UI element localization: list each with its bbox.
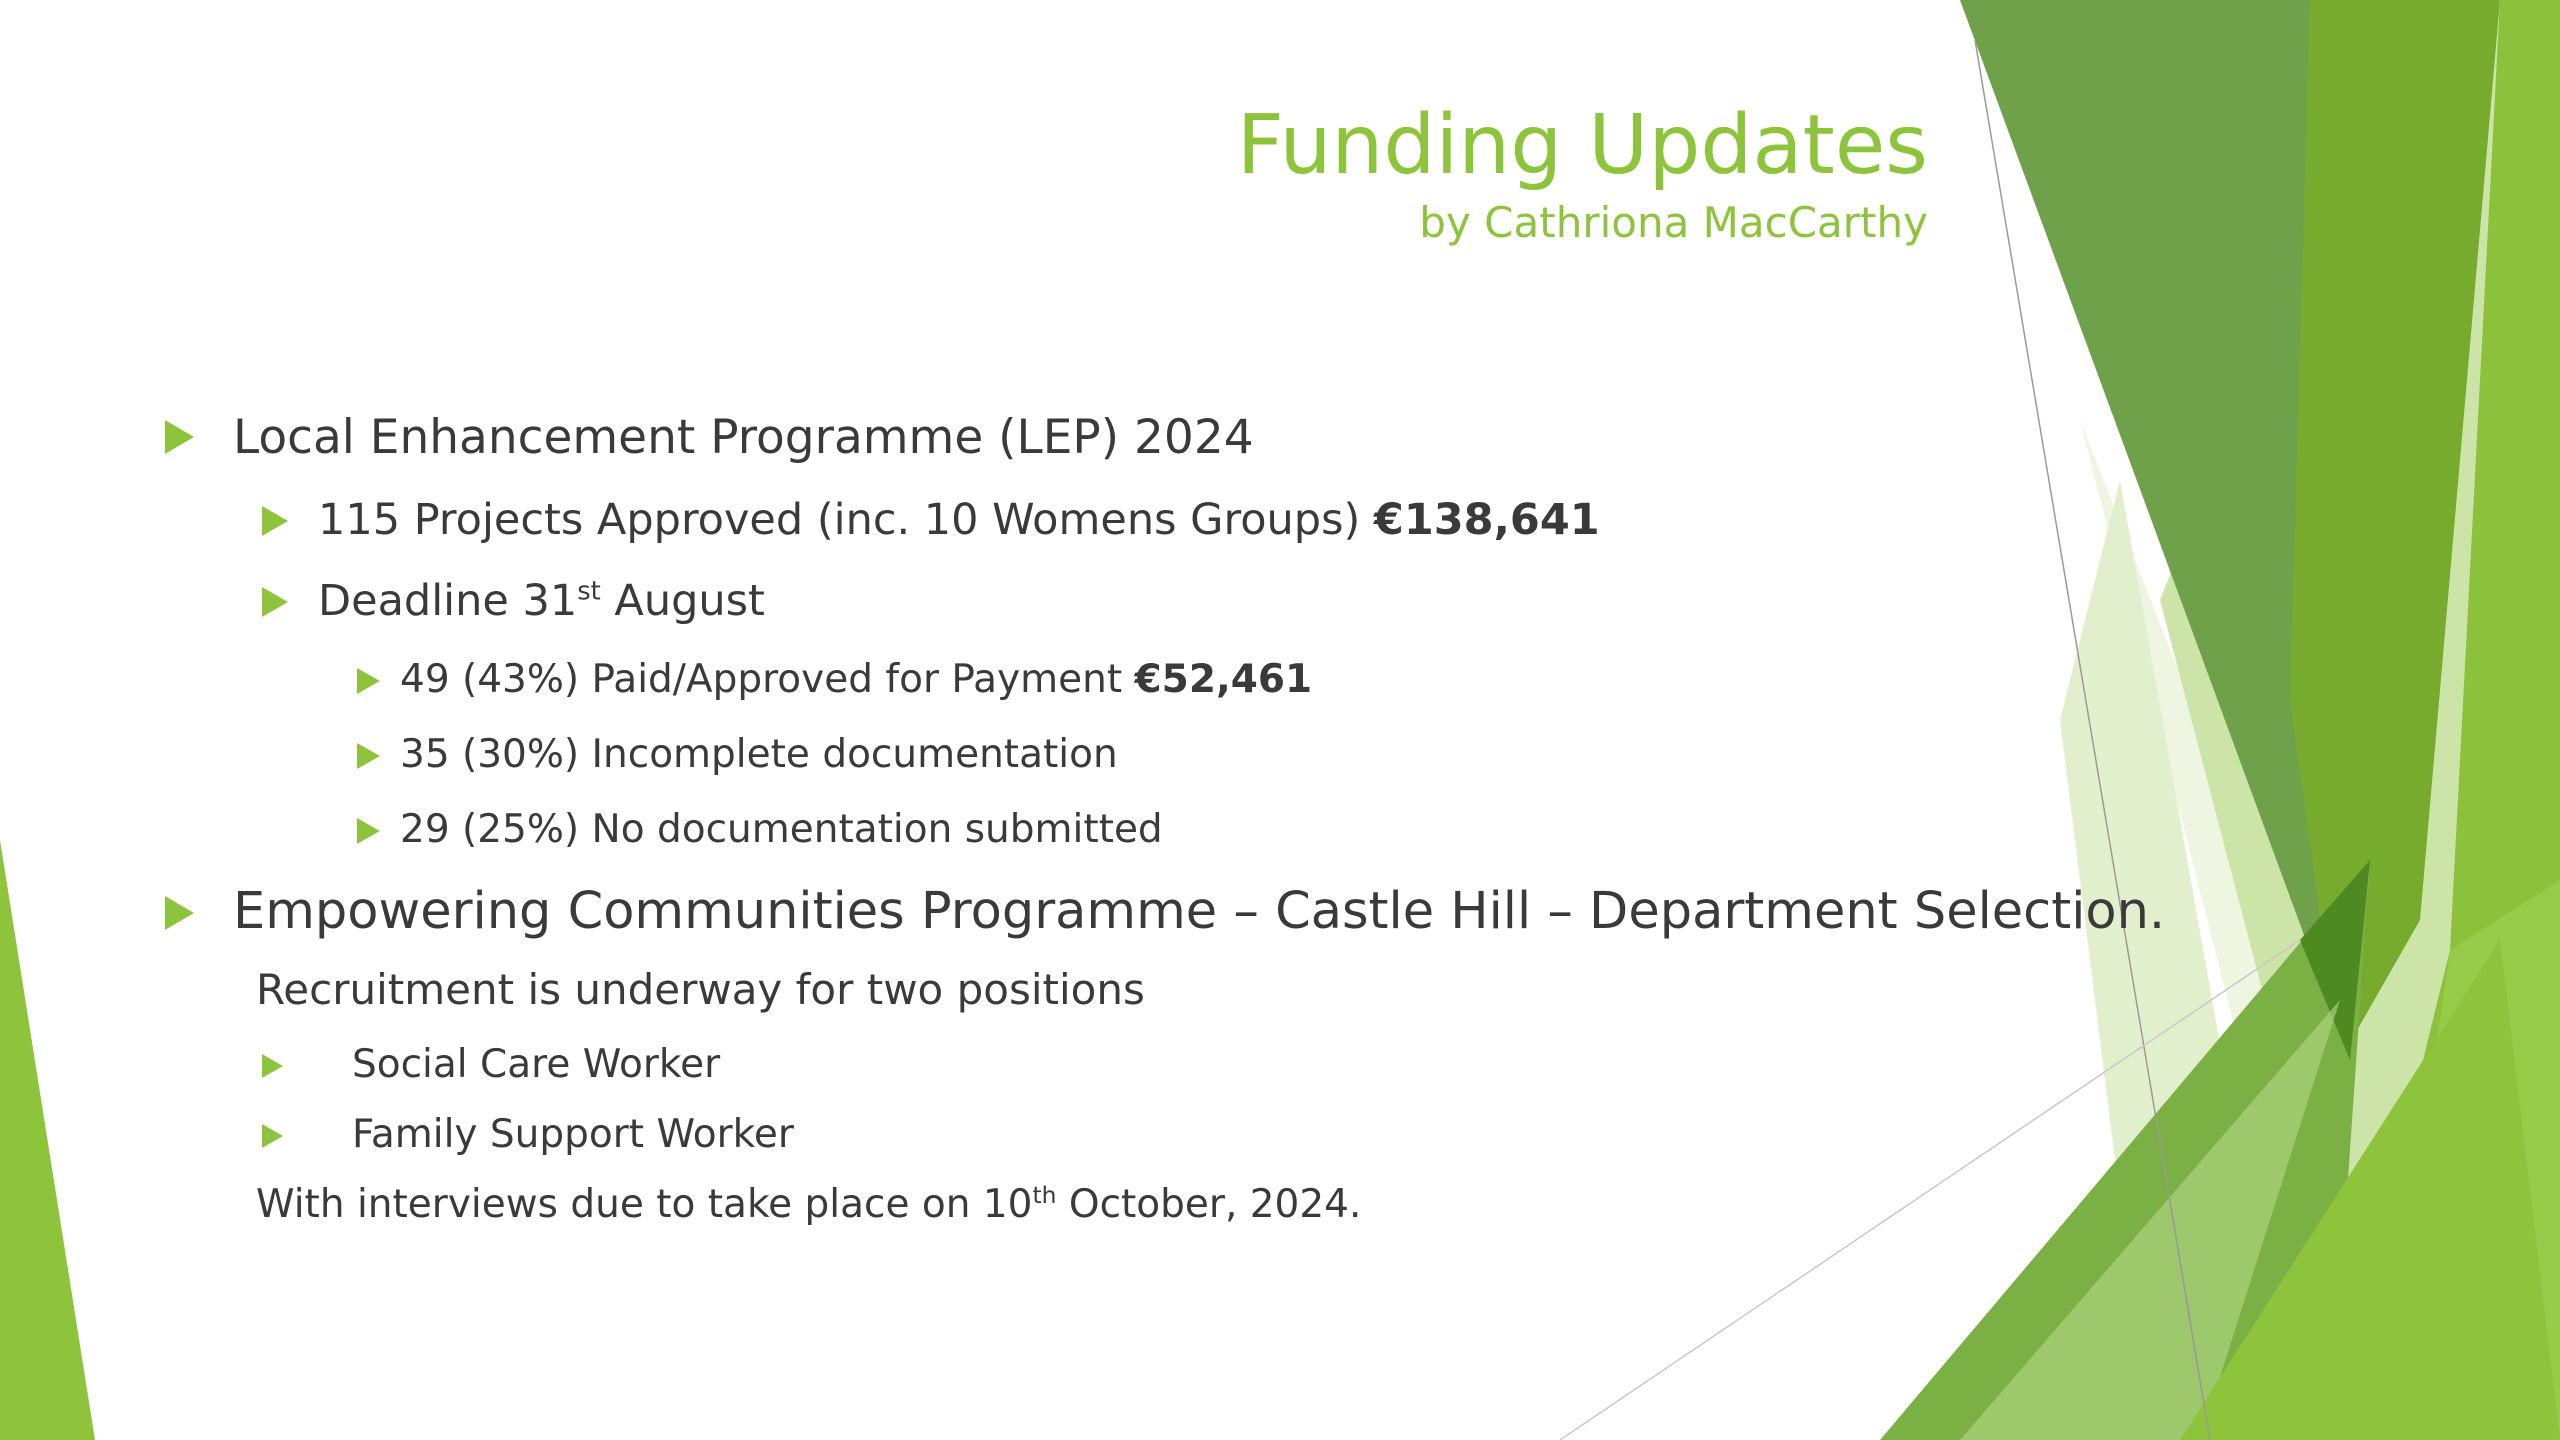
- lep-status-amount: €52,461: [1134, 657, 1313, 702]
- lep-deadline-sup: st: [577, 576, 601, 607]
- ecp-interviews-suffix: October, 2024.: [1056, 1182, 1362, 1227]
- bullet-icon: [262, 587, 288, 617]
- lep-projects-amount: €138,641: [1373, 495, 1600, 545]
- lep-deadline-suffix: August: [600, 576, 765, 626]
- lep-deadline-text: Deadline 31: [318, 576, 578, 626]
- lep-projects-text: 115 Projects Approved (inc. 10 Womens Groups): [318, 495, 1374, 545]
- bullet-icon: [262, 506, 288, 536]
- lep-deadline: [318, 573, 765, 629]
- lep-heading: Local Enhancement Programme (LEP) 2024: [233, 410, 1254, 465]
- bullet-icon: [357, 818, 380, 844]
- ecp-interviews-text: With interviews due to take place on 10: [256, 1182, 1033, 1227]
- bullet-icon: [165, 420, 194, 454]
- bullet-icon: [357, 743, 380, 769]
- lep-status-text: 49 (43%) Paid/Approved for Payment: [400, 657, 1135, 702]
- bullet-icon: [262, 1124, 283, 1148]
- lep-projects: [318, 492, 1600, 548]
- slide-title: Funding Updates: [1236, 98, 1928, 193]
- ecp-recruitment: Recruitment is underway for two positions: [256, 965, 1145, 1014]
- ecp-heading: Empowering Communities Programme – Castle Hill – Department Selection.: [233, 882, 2166, 941]
- ecp-interviews-sup: th: [1032, 1181, 1057, 1209]
- bullet-icon: [262, 1054, 283, 1078]
- lep-status-item: [400, 655, 1312, 705]
- ecp-interviews: [256, 1180, 1361, 1230]
- bullet-icon: [357, 668, 380, 694]
- bullet-icon: [165, 896, 194, 930]
- lep-status-item: 35 (30%) Incomplete documentation: [400, 732, 1118, 777]
- ecp-position: Social Care Worker: [352, 1042, 721, 1087]
- lep-status-item: 29 (25%) No documentation submitted: [400, 807, 1163, 852]
- ecp-position: Family Support Worker: [352, 1112, 794, 1157]
- slide-subtitle: by Cathriona MacCarthy: [1419, 198, 1928, 247]
